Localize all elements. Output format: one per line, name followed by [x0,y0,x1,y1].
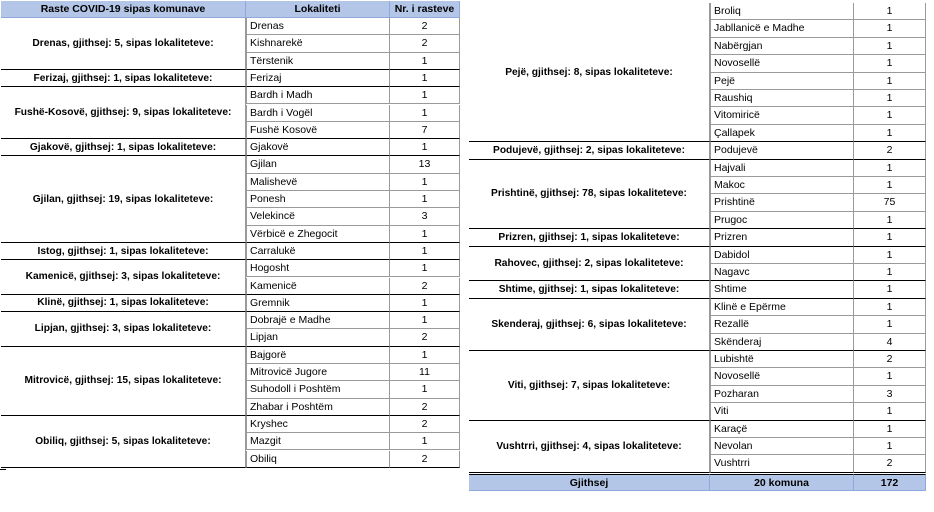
municipality-label: Mitrovicë, gjithsej: 15, sipas lokaliteteve: [1,347,246,416]
municipality-label: Obiliq, gjithsej: 5, sipas lokaliteteve: [1,416,246,468]
locality-cell: Bardh i Vogël [246,105,390,122]
case-count-cell: 1 [854,3,926,20]
locality-cell: Çallapek [710,125,854,142]
locality-cell: Lipjan [246,329,390,346]
case-count-cell: 1 [854,438,926,455]
municipality-label: Istog, gjithsej: 1, sipas lokaliteteve: [1,243,246,260]
locality-cell: Vërbicë e Zhegocit [246,226,390,243]
locality-cell: Dobrajë e Madhe [246,312,390,329]
municipality-label: Gjilan, gjithsej: 19, sipas lokaliteteve: [1,156,246,243]
case-count-cell: 1 [854,264,926,281]
case-count-cell: 3 [390,208,460,225]
locality-cell: Prugoc [710,212,854,229]
locality-cell: Pejë [710,73,854,90]
locality-cell: Rezallë [710,316,854,333]
locality-cell: Tërstenik [246,53,390,70]
table-row [246,156,460,173]
case-count-cell: 2 [390,416,460,433]
case-count-cell: 1 [390,260,460,277]
locality-cell: Viti [710,403,854,420]
case-count-cell: 2 [854,455,926,472]
case-count-cell: 75 [854,194,926,211]
table-row [710,90,926,107]
locality-cell: Nagavc [710,264,854,281]
table-row [246,174,460,191]
locality-cell: Raushiq [710,90,854,107]
table-row [246,295,460,312]
case-count-cell: 1 [854,125,926,142]
case-count-cell: 1 [854,107,926,124]
locality-cell: Ferizaj [246,70,390,87]
table-row [246,399,460,416]
locality-cell: Skënderaj [710,334,854,351]
municipality-label: Viti, gjithsej: 7, sipas lokaliteteve: [469,351,710,421]
case-count-cell: 1 [854,299,926,316]
municipality-label: Gjakovë, gjithsej: 1, sipas lokaliteteve: [1,139,246,156]
header-group: Raste COVID-19 sipas komunave [1,1,246,18]
case-count-cell: 1 [854,368,926,385]
locality-cell: Dabidol [710,247,854,264]
locality-cell: Nabërgjan [710,38,854,55]
table-row [710,247,926,264]
table-row [710,194,926,211]
table-row [710,386,926,403]
locality-cell: Bajgorë [246,347,390,364]
case-count-cell: 11 [390,364,460,381]
table-row [710,3,926,20]
case-count-cell: 1 [854,421,926,438]
table-row [710,212,926,229]
case-count-cell: 1 [390,243,460,260]
case-count-cell: 2 [390,451,460,468]
table-row [246,329,460,346]
case-count-cell: 4 [854,334,926,351]
locality-cell: Ponesh [246,191,390,208]
case-count-cell: 2 [854,142,926,159]
locality-cell: Pozharan [710,386,854,403]
locality-cell: Drenas [246,18,390,35]
case-count-cell: 1 [390,312,460,329]
municipality-label: Skenderaj, gjithsej: 6, sipas lokaliteteve: [469,299,710,351]
total-label: Gjithsej [469,474,710,491]
table-row [710,403,926,420]
case-count-cell: 3 [854,386,926,403]
case-count-cell: 1 [390,433,460,450]
table-row [710,281,926,298]
left-cases-table [1,1,460,469]
table-row [246,139,460,156]
table-row [246,53,460,70]
case-count-cell: 1 [854,90,926,107]
table-row [246,18,460,35]
table-row [710,160,926,177]
municipality-label: Prishtinë, gjithsej: 78, sipas lokaliteteve: [469,160,710,230]
table-row [246,208,460,225]
locality-cell: Gjilan [246,156,390,173]
table-row [710,142,926,159]
table-row [246,122,460,139]
table-row [710,455,926,472]
municipality-label: Kamenicë, gjithsej: 3, sipas lokaliteteve: [1,260,246,295]
case-count-cell: 1 [390,139,460,156]
municipality-label: Prizren, gjithsej: 1, sipas lokaliteteve: [469,229,710,246]
locality-cell: Obiliq [246,451,390,468]
case-count-cell: 1 [390,295,460,312]
table-row [710,177,926,194]
table-row [246,451,460,468]
locality-cell: Kryshec [246,416,390,433]
case-count-cell: 2 [390,399,460,416]
case-count-cell: 1 [390,347,460,364]
locality-cell: Prizren [710,229,854,246]
table-row [246,70,460,87]
case-count-cell: 1 [390,105,460,122]
table-row [246,364,460,381]
case-count-cell: 1 [854,229,926,246]
locality-cell: Velekincë [246,208,390,225]
locality-cell: Podujevë [710,142,854,159]
header-locality: Lokaliteti [246,1,390,18]
locality-cell: Lubishtë [710,351,854,368]
locality-cell: Karaçë [710,421,854,438]
locality-cell: Makoc [710,177,854,194]
total-count: 172 [854,474,926,491]
table-row [246,347,460,364]
case-count-cell: 1 [854,403,926,420]
case-count-cell: 1 [390,70,460,87]
locality-cell: Fushë Kosovë [246,122,390,139]
table-row [710,299,926,316]
locality-cell: Carralukë [246,243,390,260]
case-count-cell: 1 [854,38,926,55]
case-count-cell: 1 [854,55,926,72]
locality-cell: Vitomiricë [710,107,854,124]
case-count-cell: 1 [390,53,460,70]
locality-cell: Zhabar i Poshtëm [246,399,390,416]
table-row [246,278,460,295]
table-row [246,381,460,398]
table-row [710,316,926,333]
right-cases-table [469,3,926,493]
table-row [246,312,460,329]
table-row [710,55,926,72]
table-row [710,351,926,368]
municipality-label: Lipjan, gjithsej: 3, sipas lokaliteteve: [1,312,246,347]
locality-cell: Bardh i Madh [246,87,390,104]
locality-cell: Klinë e Epërme [710,299,854,316]
case-count-cell: 1 [854,247,926,264]
municipality-label: Podujevë, gjithsej: 2, sipas lokaliteteve: [469,142,710,159]
locality-cell: Mitrovicë Jugore [246,364,390,381]
locality-cell: Shtime [710,281,854,298]
table-row [246,191,460,208]
case-count-cell: 2 [390,329,460,346]
municipality-label: Ferizaj, gjithsej: 1, sipas lokaliteteve: [1,70,246,87]
case-count-cell: 1 [854,281,926,298]
case-count-cell: 1 [854,212,926,229]
municipality-label: Rahovec, gjithsej: 2, sipas lokaliteteve: [469,247,710,282]
table-row [710,125,926,142]
case-count-cell: 2 [390,35,460,52]
case-count-cell: 1 [854,177,926,194]
table-row [710,368,926,385]
case-count-cell: 1 [854,73,926,90]
total-municipalities: 20 komuna [710,474,854,491]
locality-cell: Gjakovë [246,139,390,156]
municipality-label: Klinë, gjithsej: 1, sipas lokaliteteve: [1,295,246,312]
case-count-cell: 2 [854,351,926,368]
case-count-cell: 2 [390,18,460,35]
case-count-cell: 1 [390,381,460,398]
table-row [246,87,460,104]
total-row [469,474,926,491]
locality-cell: Vushtrri [710,455,854,472]
table-row [710,421,926,438]
municipality-label: Vushtrri, gjithsej: 4, sipas lokaliteteve: [469,421,710,473]
table-row [710,20,926,37]
table-row [246,35,460,52]
locality-cell: Mazgit [246,433,390,450]
table-row [246,433,460,450]
locality-cell: Broliq [710,3,854,20]
locality-cell: Hajvali [710,160,854,177]
case-count-cell: 1 [390,226,460,243]
locality-cell: Prishtinë [710,194,854,211]
table-row [710,38,926,55]
case-count-cell: 1 [854,316,926,333]
municipality-label: Pejë, gjithsej: 8, sipas lokaliteteve: [469,3,710,142]
table-row [710,107,926,124]
locality-cell: Novosellë [710,368,854,385]
table-row [246,260,460,277]
locality-cell: Hogosht [246,260,390,277]
table-row [246,105,460,122]
case-count-cell: 1 [854,160,926,177]
municipality-label: Fushë-Kosovë, gjithsej: 9, sipas lokaliteteve: [1,87,246,139]
case-count-cell: 2 [390,278,460,295]
table-row [710,438,926,455]
table-row [710,334,926,351]
locality-cell: Kamenicë [246,278,390,295]
locality-cell: Nevolan [710,438,854,455]
table-row [246,226,460,243]
table-row [246,243,460,260]
table-row [246,416,460,433]
locality-cell: Malishevë [246,174,390,191]
case-count-cell: 1 [854,20,926,37]
municipality-label: Drenas, gjithsej: 5, sipas lokaliteteve: [1,18,246,70]
case-count-cell: 1 [390,174,460,191]
case-count-cell: 1 [390,191,460,208]
table-row [710,264,926,281]
locality-cell: Novosellë [710,55,854,72]
header-count: Nr. i rasteve [390,1,460,18]
locality-cell: Suhodoll i Poshtëm [246,381,390,398]
table-row [710,229,926,246]
locality-cell: Gremnik [246,295,390,312]
left-table-bottom-stub [0,469,6,470]
case-count-cell: 13 [390,156,460,173]
locality-cell: Kishnarekë [246,35,390,52]
table-row [710,73,926,90]
case-count-cell: 1 [390,87,460,104]
case-count-cell: 7 [390,122,460,139]
locality-cell: Jabllanicë e Madhe [710,20,854,37]
municipality-label: Shtime, gjithsej: 1, sipas lokaliteteve: [469,281,710,298]
